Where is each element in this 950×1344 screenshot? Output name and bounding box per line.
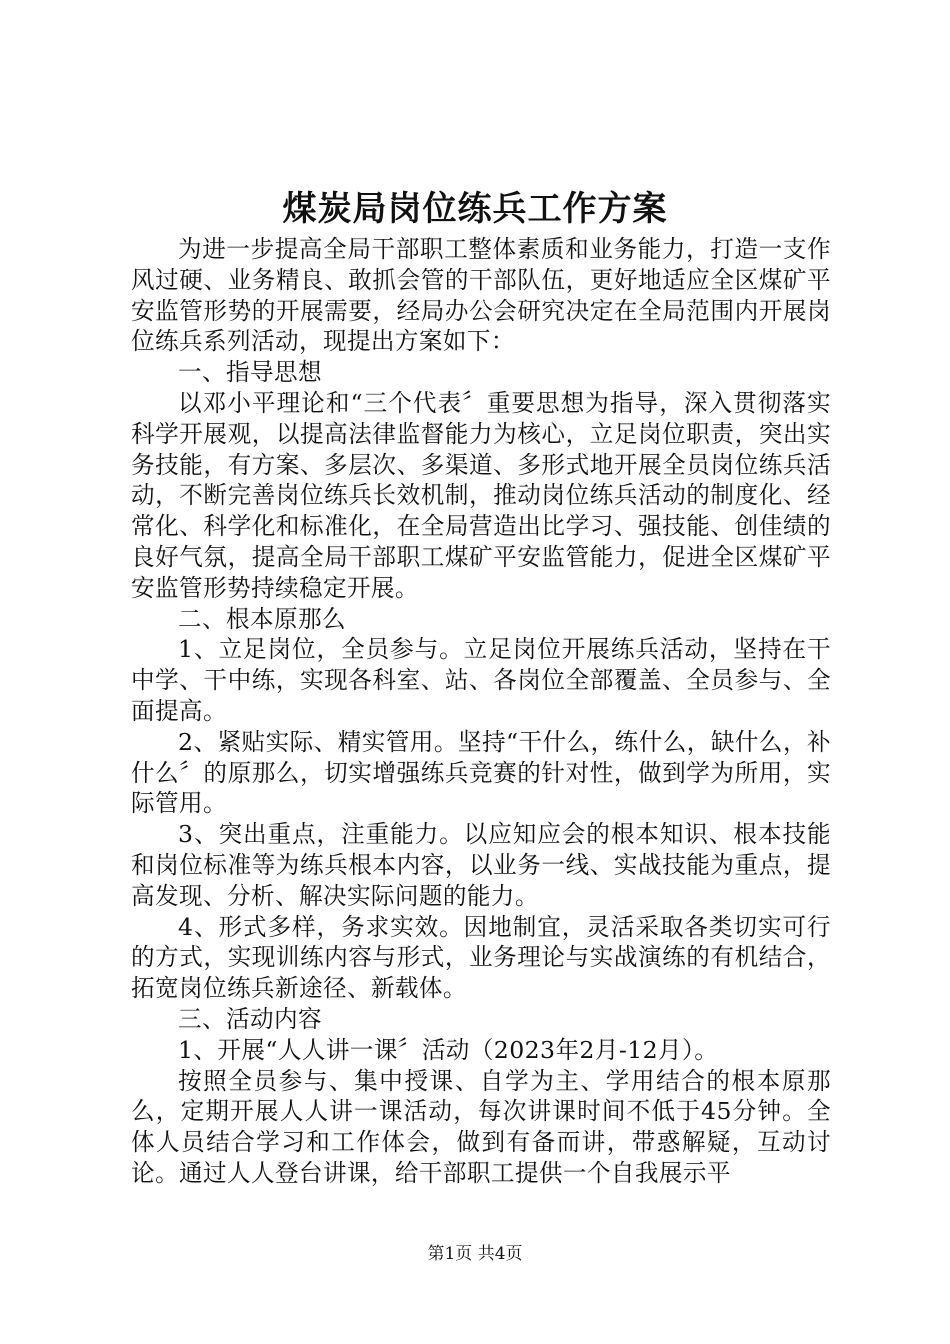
section-heading-basic-principles: 二、根本原那么 xyxy=(178,604,346,633)
paragraph-guiding-ideology: 以邓小平理论和“三个代表〞重要思想为指导，深入贯彻落实科学开展观，以提高法律监督能力为核心，立足岗位职责，突出实务技能，有方案、多层次、多渠道、多形式地开展全员岗位练兵活动，不断完善岗位练兵长效机制，推动岗位练兵活动的制度化、经常化、科学化和标准化，在全局营造出比学习、强技能、创佳绩的良好气氛，提高全局干部职工煤矿平安监管能力，促进全区煤矿平安监管形势持续稳定开展。 xyxy=(131,388,831,602)
section-heading-guiding-ideology: 一、指导思想 xyxy=(178,358,322,387)
document-title: 煤炭局岗位练兵工作方案 xyxy=(282,189,668,229)
paragraph-principle-3: 3、突出重点，注重能力。以应知应会的根本知识、根本技能和岗位标准等为练兵根本内容，以业务一线、实战技能为重点，提高发现、分析、解决实际问题的能力。 xyxy=(131,820,831,910)
document-body xyxy=(131,234,831,1189)
page-footer: 第1页 共4页 xyxy=(427,1244,523,1264)
paragraph-principle-2: 2、紧贴实际、精实管用。坚持“干什么，练什么，缺什么，补什么〞的原那么，切实增强练兵竞赛的针对性，做到学为所用，实际管用。 xyxy=(131,727,831,818)
paragraph-intro: 为进一步提高全局干部职工整体素质和业务能力，打造一支作风过硬、业务精良、敢抓会管的干部队伍，更好地适应全区煤矿平安监管形势的开展需要，经局办公会研究决定在全局范围内开展岗位练兵系列活动，现提出方案如下： xyxy=(131,235,831,356)
paragraph-principle-1: 1、立足岗位，全员参与。立足岗位开展练兵活动，坚持在干中学、干中练，实现各科室、站、各岗位全部覆盖、全员参与、全面提高。 xyxy=(131,635,831,725)
section-heading-activity-content: 三、活动内容 xyxy=(178,1004,322,1033)
paragraph-activity-1-body: 按照全员参与、集中授课、自学为主、学用结合的根本原那么，定期开展人人讲一课活动，每次讲课时间不低于45分钟。全体人员结合学习和工作体会，做到有备而讲，带惑解疑，互动讨论。通过人人登台讲课，给干部职工提供一个自我展示平 xyxy=(131,1066,831,1187)
paragraph-principle-4: 4、形式多样，务求实效。因地制宜，灵活采取各类切实可行的方式，实现训练内容与形式，业务理论与实战演练的有机结合，拓宽岗位练兵新途径、新载体。 xyxy=(131,912,831,1003)
paragraph-activity-1-heading: 1、开展“人人讲一课〞活动（2023年2月-12月）。 xyxy=(178,1035,719,1064)
